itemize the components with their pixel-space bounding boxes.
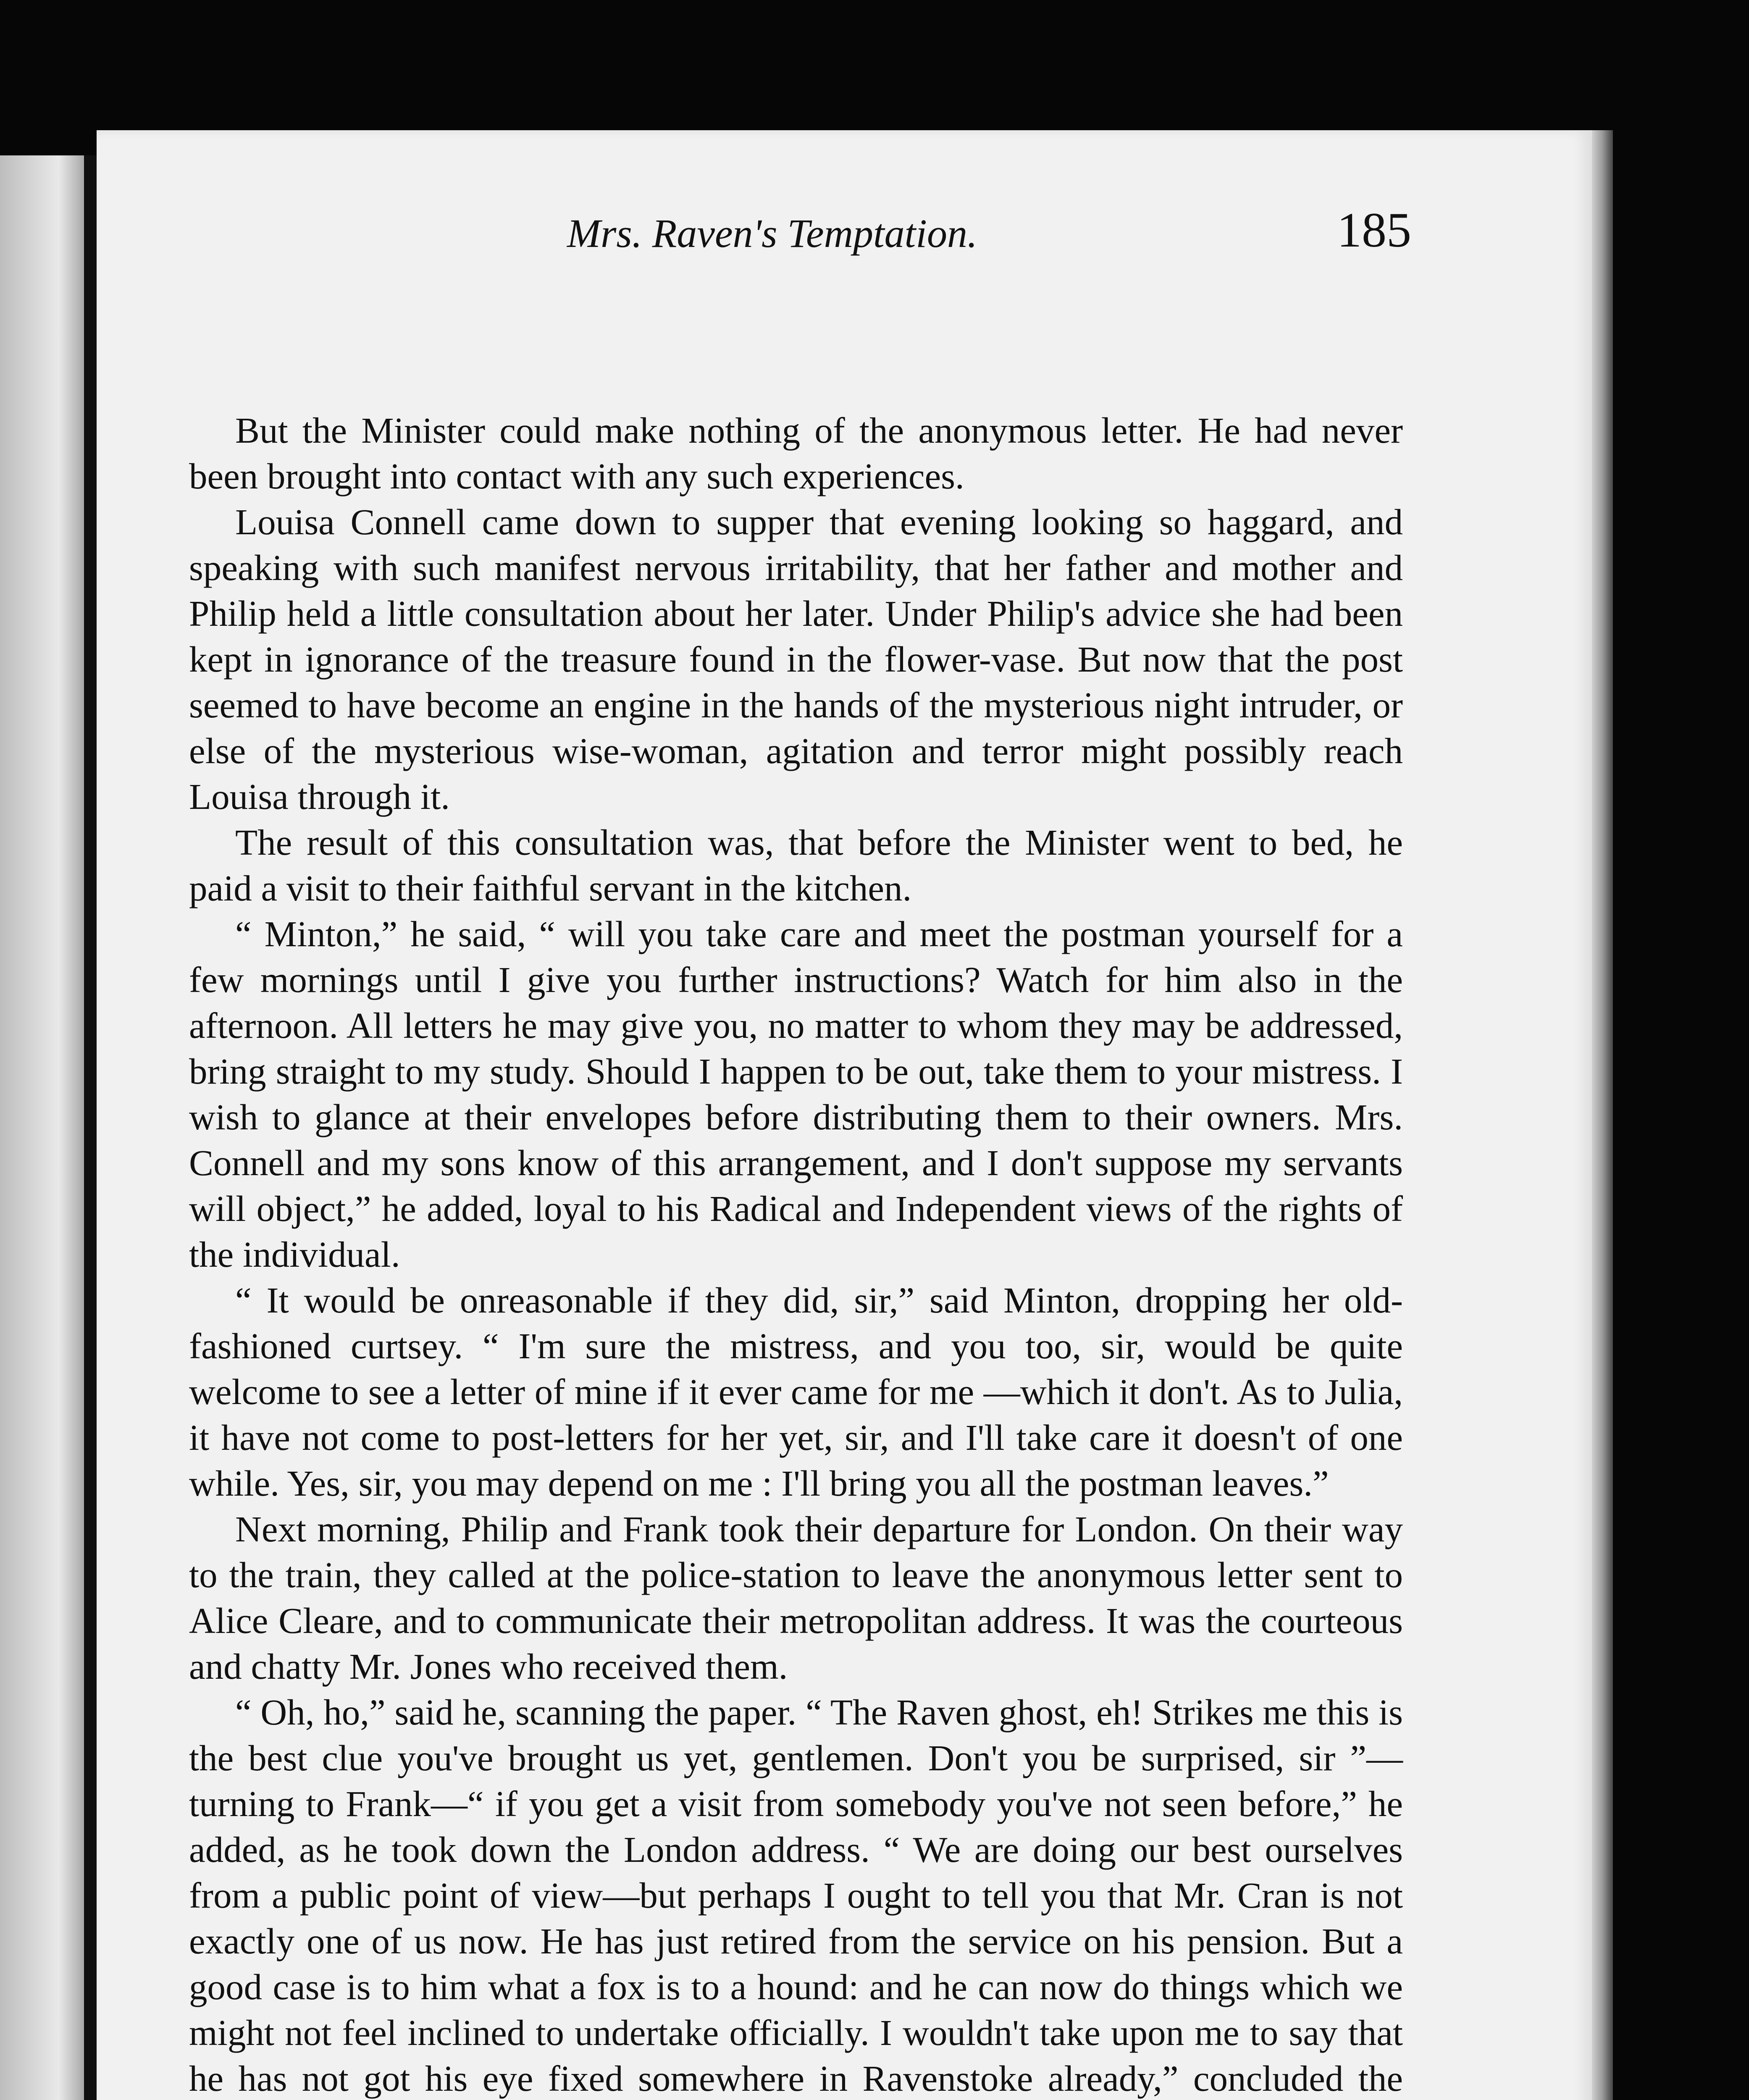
running-title: Mrs. Raven's Temptation. bbox=[567, 211, 977, 256]
paragraph: The result of this consultation was, that before the Minister went to bed, he paid a visit to their faithful servant in the kitchen. bbox=[189, 822, 1403, 908]
paragraph: “ Minton,” he said, “ will you take care and meet the postman yourself for a few mornings until I give you further instructions? Watch for him also in the afternoon. All letters he may give you, no matter to whom they may be addressed, bring straight to my study. Should I happen to be out, take them to your mistress. I wish to glance at their envelopes before distributing them to their owners. Mrs. Connell and my sons know of this arrangement, and I don't suppose my servants will object,” he added, loyal to his Radical and Independent views of the rights of the individual. bbox=[189, 914, 1403, 1275]
page-stack-edge bbox=[1592, 130, 1613, 2100]
body-text bbox=[189, 407, 1403, 2100]
paragraph: Louisa Connell came down to supper that evening looking so haggard, and speaking with such manifest nervous irritability, that her father and mother and Philip held a little consultation about her later. Under Philip's advice she had been kept in ignorance of the treasure found in the flower-vase. But now that the post seemed to have become an engine in the hands of the mysterious night intruder, or else of the mysterious wise-woman, agitation and terror might possibly reach Louisa through it. bbox=[189, 501, 1403, 817]
book-gutter bbox=[84, 155, 97, 2100]
paragraph: But the Minister could make nothing of the anonymous letter. He had never been brought into contact with any such experiences. bbox=[189, 410, 1403, 496]
paragraph: Next morning, Philip and Frank took their departure for London. On their way to the train, they called at the police-station to leave the anonymous letter sent to Alice Cleare, and to communicate their metropolitan address. It was the courteous and chatty Mr. Jones who received them. bbox=[189, 1509, 1403, 1687]
paragraph: “ Oh, ho,” said he, scanning the paper. “ The Raven ghost, eh! Strikes me this is the best clue you've brought us yet, gentlemen. Don't you be surprised, sir ”—turning to Frank—“ if you get a visit from somebody you've not seen before,” he added, as he took down the London address. “ We are doing our best ourselves from a public point of view—but perhaps I ought to tell you that Mr. Cran is not exactly one of us now. He has just retired from the service on his pension. But a good case is to him what a fox is to a hound: and he can now do things which we might not feel inclined to undertake officially. I wouldn't take upon me to say that he has not got his eye fixed somewhere in Ravenstoke already,” concluded the bbox=[189, 1692, 1403, 2099]
page-header bbox=[97, 193, 1411, 269]
paragraph: “ It would be onreasonable if they did, sir,” said Minton, dropping her old-fashioned curtsey. “ I'm sure the mistress, and you too, sir, would be quite welcome to see a letter of mine if it ever came for me —which it don't. As to Julia, it have not come to post-letters for her yet, sir, and I'll take care it doesn't of one while. Yes, sir, you may depend on me : I'll bring you all the postman leaves.” bbox=[189, 1280, 1403, 1504]
facing-page-edge bbox=[0, 155, 84, 2100]
page-number: 185 bbox=[1337, 202, 1411, 257]
